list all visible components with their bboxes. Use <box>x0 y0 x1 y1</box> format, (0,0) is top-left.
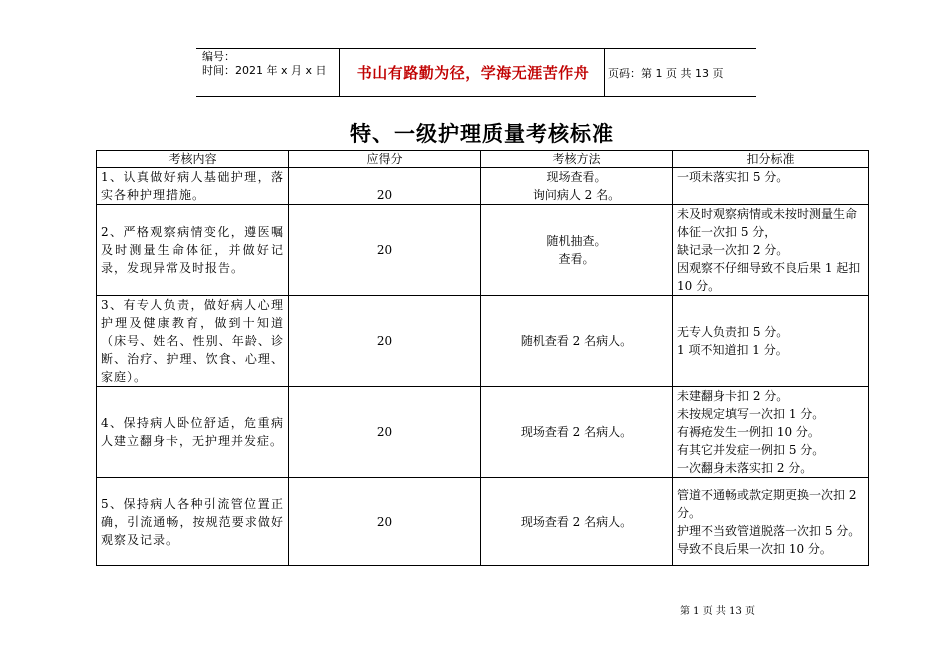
table-row <box>97 387 869 478</box>
row-deduction <box>673 168 869 205</box>
header-motto: 书山有路勤为径，学海无涯苦作舟 <box>356 64 590 82</box>
header-meta <box>202 50 337 78</box>
method-line: 现场查看 2 名病人。 <box>520 425 633 439</box>
row-score: 20 <box>289 478 481 566</box>
deduction-line: 有褥疮发生一例扣 10 分。 <box>677 425 820 439</box>
method-line: 现场查看 2 名病人。 <box>520 514 633 529</box>
header-page-number: 页码：第 1 页 共 13 页 <box>608 66 724 80</box>
method-line: 查看。 <box>558 252 595 266</box>
row-deduction <box>673 387 869 478</box>
deduction-line: 一项未落实扣 5 分。 <box>677 170 789 184</box>
row-method <box>481 296 673 387</box>
row-score: 20 <box>289 387 481 478</box>
row-deduction <box>673 296 869 387</box>
row-score: 20 <box>289 296 481 387</box>
row-content: 5、保持病人各种引流管位置正确，引流通畅，按规范要求做好观察及记录。 <box>97 478 289 566</box>
deduction-line: 一次翻身未落实扣 2 分。 <box>677 461 813 475</box>
deduction-line: 未及时观察病情或未按时测量生命体征一次扣 5 分， <box>677 207 858 239</box>
document-number: 编号： <box>202 50 235 63</box>
deduction-line: 护理不当致管道脱落一次扣 5 分。 <box>677 523 861 538</box>
column-header-score: 应得分 <box>289 151 481 168</box>
deduction-line: 缺记录一次扣 2 分。 <box>677 243 789 257</box>
method-line: 随机抽查。 <box>546 234 607 248</box>
table-row <box>97 205 869 296</box>
table-row <box>97 296 869 387</box>
deduction-line: 管道不通畅或款定期更换一次扣 2 分。 <box>677 487 857 520</box>
deduction-line: 未建翻身卡扣 2 分。 <box>677 389 789 403</box>
deduction-line: 导致不良后果一次扣 10 分。 <box>677 541 832 556</box>
method-line: 询问病人 2 名。 <box>532 188 621 202</box>
table-row <box>97 168 869 205</box>
document-date: 时间：2021 年 x 月 x 日 <box>202 64 327 77</box>
row-deduction <box>673 478 869 566</box>
row-content: 1、认真做好病人基础护理，落实各种护理措施。 <box>97 168 289 205</box>
row-score: 20 <box>289 168 481 205</box>
table-header-row <box>97 151 869 168</box>
row-method <box>481 205 673 296</box>
deduction-line: 有其它并发症一例扣 5 分。 <box>677 443 825 457</box>
row-method <box>481 387 673 478</box>
method-line: 现场查看。 <box>546 170 607 184</box>
column-header-method: 考核方法 <box>481 151 673 168</box>
column-header-deduction: 扣分标准 <box>673 151 869 168</box>
row-method <box>481 478 673 566</box>
row-content: 4、保持病人卧位舒适，危重病人建立翻身卡，无护理并发症。 <box>97 387 289 478</box>
page-title: 特、一级护理质量考核标准 <box>350 122 614 146</box>
row-content: 2、严格观察病情变化，遵医嘱及时测量生命体征，并做好记录，发现异常及时报告。 <box>97 205 289 296</box>
deduction-line: 1 项不知道扣 1 分。 <box>677 343 788 357</box>
row-score: 20 <box>289 205 481 296</box>
header-divider <box>604 48 605 96</box>
deduction-line: 无专人负责扣 5 分。 <box>677 325 789 339</box>
assessment-table <box>96 150 869 566</box>
page-footer: 第 1 页 共 13 页 <box>680 606 755 617</box>
deduction-line: 未按规定填写一次扣 1 分。 <box>677 407 825 421</box>
row-deduction <box>673 205 869 296</box>
table-row <box>97 478 869 566</box>
row-method <box>481 168 673 205</box>
header-bottom-rule <box>196 96 756 97</box>
deduction-line: 因观察不仔细导致不良后果 1 起扣 10 分。 <box>677 261 861 293</box>
header-divider <box>339 48 340 96</box>
row-content: 3、有专人负责，做好病人心理护理及健康教育，做到十知道（床号、姓名、性别、年龄、诊断、治疗、护理、饮食、心理、家庭）。 <box>97 296 289 387</box>
method-line: 随机查看 2 名病人。 <box>520 334 633 348</box>
column-header-content: 考核内容 <box>97 151 289 168</box>
